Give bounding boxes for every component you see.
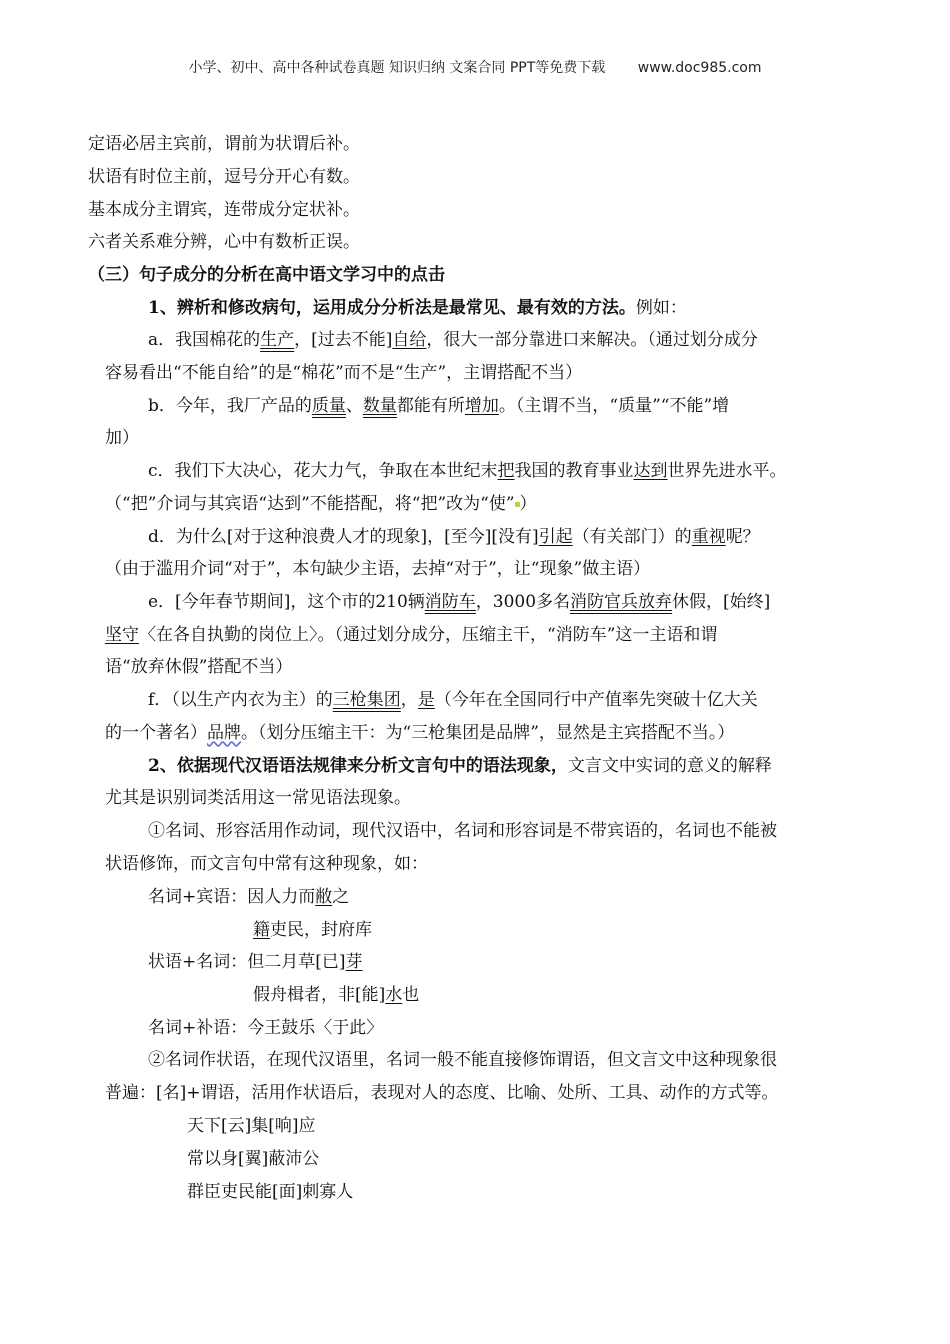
example-noun-object-2 xyxy=(253,919,372,941)
marked-word: 把 xyxy=(497,461,515,481)
example-b-line-2: 加） xyxy=(105,428,139,448)
example-a-line-1 xyxy=(148,329,758,351)
text: 。（主谓不当，“质量”“不能”增 xyxy=(498,396,730,416)
text: 〈在各自执勤的岗位上〉。（通过划分成分，压缩主干，“消防车”这一主语和谓 xyxy=(139,625,718,645)
point-2-line-1 xyxy=(148,755,772,777)
example-noun-complement xyxy=(148,1017,383,1039)
subpoint-2-line-2: 普遍：[名]+谓语，活用作状语后，表现对人的态度、比喻、处所、工具、动作的方式等。 xyxy=(105,1083,779,1103)
marked-word: 消防官兵放弃 xyxy=(570,592,673,612)
text: 因人力而 xyxy=(247,887,316,907)
marked-word: 引起 xyxy=(538,527,573,547)
point-2-lead: 2、依据现代汉语语法规律来分析文言句中的语法现象， xyxy=(148,756,568,776)
text: c．我们下大决心，花大力气，争取在本世纪末 xyxy=(148,461,498,481)
adverbial-example-2: 常以身[翼]蔽沛公 xyxy=(187,1149,320,1169)
point-1 xyxy=(148,297,687,319)
example-noun-object-1 xyxy=(148,886,349,908)
adverbial-example-3: 群臣吏民能[面]刺寡人 xyxy=(187,1182,354,1202)
text: f．（以生产内衣为主）的 xyxy=(148,690,333,710)
text: 世界先进水平。 xyxy=(667,461,787,481)
example-e-line-2 xyxy=(105,624,717,646)
marked-word: 达到 xyxy=(633,461,668,481)
text: 都能有所 xyxy=(396,396,465,416)
text: （“把”介词与其宾语“达到”不能搭配，将“把”改为“使” xyxy=(105,494,515,514)
marked-word: 品牌 xyxy=(207,723,241,743)
subpoint-1-line-1: ①名词、形容活用作动词，现代汉语中，名词和形容词是不带宾语的，名词也不能被 xyxy=(148,821,777,841)
example-c-line-2 xyxy=(105,493,537,515)
example-label: 状语+名词： xyxy=(148,952,248,972)
example-e-line-3: 语“放弃休假”搭配不当） xyxy=(105,657,293,677)
example-d-line-2: （由于滥用介词“对于”，本句缺少主语，去掉“对于”，让“现象”做主语） xyxy=(105,559,651,579)
example-f-line-1 xyxy=(148,689,758,711)
text: （有关部门）的 xyxy=(572,527,692,547)
text: 之 xyxy=(332,887,350,907)
marked-word: 芽 xyxy=(345,952,363,972)
text: 休假，[始终] xyxy=(672,592,771,612)
page-header xyxy=(0,57,950,77)
rhyme-line-1: 定语必居主宾前，谓前为状谓后补。 xyxy=(88,134,360,154)
text: 也 xyxy=(402,985,420,1005)
marked-word: 消防车 xyxy=(424,592,476,612)
text: 今王鼓乐〈于此〉 xyxy=(247,1018,384,1038)
point-2-rest: 文言文中实词的意义的解释 xyxy=(567,756,772,776)
point-1-lead: 1、辨析和修改病句，运用成分分析法是最常见、最有效的方法。 xyxy=(148,298,636,318)
text: e．[今年春节期间]，这个市的210辆 xyxy=(148,592,425,612)
text: 的一个著名） xyxy=(105,723,207,743)
marked-word: 水 xyxy=(385,985,403,1005)
example-d-line-1 xyxy=(148,526,760,548)
text: 假舟楫者，非[能] xyxy=(253,985,386,1005)
rhyme-line-2: 状语有时位主前，逗号分开心有数。 xyxy=(88,167,360,187)
example-adverbial-noun-1 xyxy=(148,951,363,973)
text: ，[过去不能] xyxy=(294,330,393,350)
subpoint-2-line-1: ②名词作状语，在现代汉语里，名词一般不能直接修饰谓语，但文言文中这种现象很 xyxy=(148,1050,777,1070)
marked-word: 重视 xyxy=(691,527,726,547)
example-adverbial-noun-2 xyxy=(253,984,419,1006)
text: 吏民，封府库 xyxy=(270,920,372,940)
example-f-line-2 xyxy=(105,722,734,744)
example-a-line-2: 容易看出“不能自给”的是“棉花”而不是“生产”，主谓搭配不当） xyxy=(105,363,583,383)
text: 呢？ xyxy=(725,527,760,547)
marked-word: 自给 xyxy=(392,330,427,350)
marked-word: 三枪集团 xyxy=(332,690,401,710)
marked-word: 数量 xyxy=(362,396,397,416)
text: b．今年，我厂产品的 xyxy=(148,396,312,416)
rhyme-line-4: 六者关系难分辨，心中有数析正误。 xyxy=(88,232,360,252)
text: 但二月草[已] xyxy=(247,952,346,972)
text: （今年在全国同行中产值率先突破十亿大关 xyxy=(434,690,758,710)
point-1-rest: 例如： xyxy=(635,298,687,318)
example-c-line-1 xyxy=(148,460,787,482)
header-tagline: 小学、初中、高中各种试卷真题 知识归纳 文案合同 PPT等免费下载 xyxy=(188,60,606,76)
marked-word: 质量 xyxy=(311,396,346,416)
header-site-link[interactable]: www.doc985.com xyxy=(637,60,762,76)
marked-word: 敝 xyxy=(315,887,333,907)
section-title: （三）句子成分的分析在高中语文学习中的点击 xyxy=(88,265,445,285)
marked-word: 是 xyxy=(417,690,435,710)
marked-word: 生产 xyxy=(260,330,295,350)
text: d．为什么[对于这种浪费人才的现象]，[至今][没有] xyxy=(148,527,539,547)
rhyme-line-3: 基本成分主谓宾，连带成分定状补。 xyxy=(88,200,360,220)
text: ） xyxy=(519,494,537,514)
subpoint-1-line-2: 状语修饰，而文言句中常有这种现象，如： xyxy=(105,854,428,874)
adverbial-example-1: 天下[云]集[响]应 xyxy=(187,1116,316,1136)
point-2-line-2: 尤其是识别词类活用这一常见语法现象。 xyxy=(105,788,411,808)
example-label: 名词+宾语： xyxy=(148,887,248,907)
text: ， xyxy=(400,690,418,710)
marked-word: 坚守 xyxy=(105,625,139,645)
example-b-line-1 xyxy=(148,395,729,417)
marked-word: 籍 xyxy=(253,920,270,940)
text: 。（划分压缩主干：为“三枪集团是品牌”，显然是主宾搭配不当。） xyxy=(241,723,735,743)
text: a．我国棉花的 xyxy=(148,330,261,350)
text: ，很大一部分靠进口来解决。（通过划分成分 xyxy=(426,330,758,350)
text: 我国的教育事业 xyxy=(514,461,634,481)
text: 、 xyxy=(345,396,363,416)
marked-word: 增加 xyxy=(464,396,499,416)
example-label: 名词+补语： xyxy=(148,1018,248,1038)
example-e-line-1 xyxy=(148,591,770,613)
text: ，3000多名 xyxy=(475,592,571,612)
